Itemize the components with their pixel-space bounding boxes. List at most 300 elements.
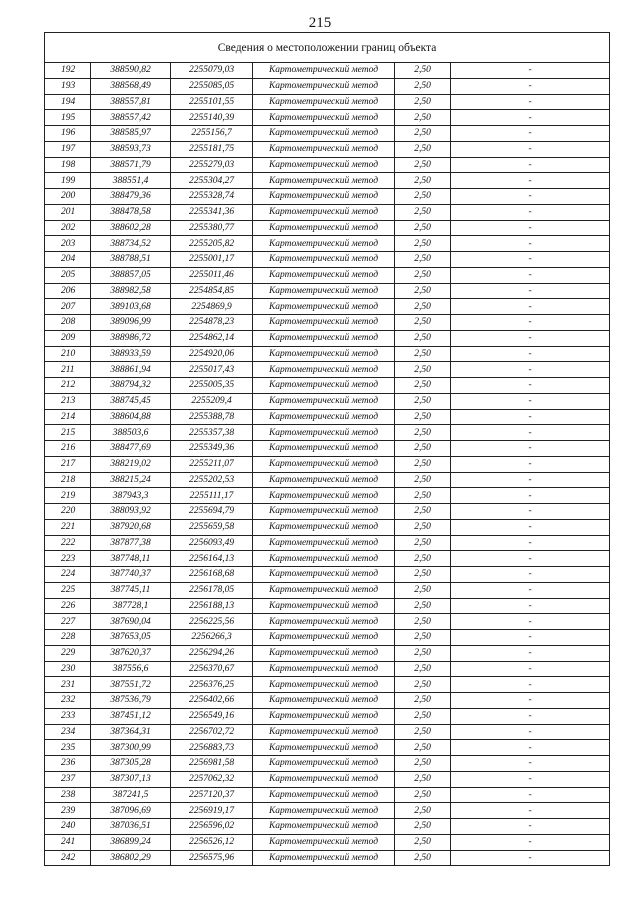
description-cell: - (451, 157, 610, 173)
accuracy-cell: 2,50 (395, 819, 451, 835)
point-number-cell: 205 (45, 267, 91, 283)
table-row (45, 472, 610, 488)
point-number-cell: 231 (45, 677, 91, 693)
table-row (45, 378, 610, 394)
coord-x-cell: 387096,69 (91, 803, 171, 819)
table-row (45, 614, 610, 630)
point-number-cell: 225 (45, 582, 91, 598)
point-number-cell: 226 (45, 598, 91, 614)
coord-x-cell: 388986,72 (91, 330, 171, 346)
table-row (45, 63, 610, 79)
point-number-cell: 240 (45, 819, 91, 835)
table-row (45, 645, 610, 661)
accuracy-cell: 2,50 (395, 425, 451, 441)
method-cell: Картометрический метод (253, 409, 395, 425)
accuracy-cell: 2,50 (395, 346, 451, 362)
coord-y-cell: 2257062,32 (171, 771, 253, 787)
coord-y-cell: 2255001,17 (171, 252, 253, 268)
table-row (45, 456, 610, 472)
point-number-cell: 241 (45, 834, 91, 850)
method-cell: Картометрический метод (253, 834, 395, 850)
coord-x-cell: 388604,88 (91, 409, 171, 425)
coord-y-cell: 2255140,39 (171, 110, 253, 126)
coord-x-cell: 389103,68 (91, 299, 171, 315)
description-cell: - (451, 141, 610, 157)
description-cell: - (451, 456, 610, 472)
coord-y-cell: 2256549,16 (171, 708, 253, 724)
coord-y-cell: 2255017,43 (171, 362, 253, 378)
coord-y-cell: 2256596,02 (171, 819, 253, 835)
accuracy-cell: 2,50 (395, 661, 451, 677)
method-cell: Картометрический метод (253, 362, 395, 378)
method-cell: Картометрический метод (253, 567, 395, 583)
description-cell: - (451, 472, 610, 488)
accuracy-cell: 2,50 (395, 456, 451, 472)
coord-y-cell: 2255349,36 (171, 441, 253, 457)
coord-x-cell: 388557,42 (91, 110, 171, 126)
description-cell: - (451, 834, 610, 850)
point-number-cell: 209 (45, 330, 91, 346)
description-cell: - (451, 252, 610, 268)
description-cell: - (451, 519, 610, 535)
point-number-cell: 207 (45, 299, 91, 315)
description-cell: - (451, 504, 610, 520)
accuracy-cell: 2,50 (395, 315, 451, 331)
table-row (45, 283, 610, 299)
method-cell: Картометрический метод (253, 94, 395, 110)
accuracy-cell: 2,50 (395, 204, 451, 220)
coord-x-cell: 388857,05 (91, 267, 171, 283)
coord-y-cell: 2255328,74 (171, 189, 253, 205)
accuracy-cell: 2,50 (395, 677, 451, 693)
coord-x-cell: 388982,58 (91, 283, 171, 299)
table-row (45, 78, 610, 94)
accuracy-cell: 2,50 (395, 141, 451, 157)
method-cell: Картометрический метод (253, 551, 395, 567)
accuracy-cell: 2,50 (395, 78, 451, 94)
accuracy-cell: 2,50 (395, 189, 451, 205)
method-cell: Картометрический метод (253, 78, 395, 94)
description-cell: - (451, 299, 610, 315)
point-number-cell: 238 (45, 787, 91, 803)
point-number-cell: 197 (45, 141, 91, 157)
description-cell: - (451, 220, 610, 236)
method-cell: Картометрический метод (253, 267, 395, 283)
table-row (45, 598, 610, 614)
coord-x-cell: 388590,82 (91, 63, 171, 79)
method-cell: Картометрический метод (253, 299, 395, 315)
coord-x-cell: 387364,31 (91, 724, 171, 740)
table-row (45, 724, 610, 740)
coord-x-cell: 388602,28 (91, 220, 171, 236)
coord-x-cell: 388585,97 (91, 126, 171, 142)
table-row (45, 204, 610, 220)
accuracy-cell: 2,50 (395, 283, 451, 299)
method-cell: Картометрический метод (253, 283, 395, 299)
point-number-cell: 239 (45, 803, 91, 819)
point-number-cell: 221 (45, 519, 91, 535)
accuracy-cell: 2,50 (395, 299, 451, 315)
coord-y-cell: 2256093,49 (171, 535, 253, 551)
method-cell: Картометрический метод (253, 441, 395, 457)
coord-y-cell: 2255357,38 (171, 425, 253, 441)
description-cell: - (451, 661, 610, 677)
description-cell: - (451, 598, 610, 614)
coord-y-cell: 2256188,13 (171, 598, 253, 614)
coord-x-cell: 388557,81 (91, 94, 171, 110)
table-row (45, 787, 610, 803)
coord-x-cell: 387728,1 (91, 598, 171, 614)
coord-x-cell: 388734,52 (91, 236, 171, 252)
coord-y-cell: 2255079,03 (171, 63, 253, 79)
coord-x-cell: 388093,92 (91, 504, 171, 520)
coord-x-cell: 388479,36 (91, 189, 171, 205)
accuracy-cell: 2,50 (395, 582, 451, 598)
table-row (45, 582, 610, 598)
coord-x-cell: 387300,99 (91, 740, 171, 756)
point-number-cell: 212 (45, 378, 91, 394)
table-title-row (45, 33, 610, 63)
description-cell: - (451, 393, 610, 409)
coord-x-cell: 386802,29 (91, 850, 171, 866)
coord-x-cell: 388933,59 (91, 346, 171, 362)
point-number-cell: 217 (45, 456, 91, 472)
method-cell: Картометрический метод (253, 803, 395, 819)
table-body (45, 33, 610, 866)
accuracy-cell: 2,50 (395, 330, 451, 346)
coord-y-cell: 2256266,3 (171, 630, 253, 646)
method-cell: Картометрический метод (253, 315, 395, 331)
description-cell: - (451, 204, 610, 220)
method-cell: Картометрический метод (253, 456, 395, 472)
coord-y-cell: 2255181,75 (171, 141, 253, 157)
point-number-cell: 198 (45, 157, 91, 173)
table-row (45, 630, 610, 646)
table-row (45, 362, 610, 378)
point-number-cell: 195 (45, 110, 91, 126)
point-number-cell: 224 (45, 567, 91, 583)
point-number-cell: 234 (45, 724, 91, 740)
accuracy-cell: 2,50 (395, 409, 451, 425)
coord-x-cell: 388788,51 (91, 252, 171, 268)
description-cell: - (451, 630, 610, 646)
description-cell: - (451, 803, 610, 819)
point-number-cell: 201 (45, 204, 91, 220)
accuracy-cell: 2,50 (395, 708, 451, 724)
accuracy-cell: 2,50 (395, 472, 451, 488)
description-cell: - (451, 63, 610, 79)
accuracy-cell: 2,50 (395, 724, 451, 740)
coord-y-cell: 2256294,26 (171, 645, 253, 661)
table-row (45, 157, 610, 173)
point-number-cell: 214 (45, 409, 91, 425)
method-cell: Картометрический метод (253, 519, 395, 535)
table-row (45, 252, 610, 268)
accuracy-cell: 2,50 (395, 519, 451, 535)
coord-x-cell: 388794,32 (91, 378, 171, 394)
method-cell: Картометрический метод (253, 141, 395, 157)
description-cell: - (451, 378, 610, 394)
accuracy-cell: 2,50 (395, 551, 451, 567)
method-cell: Картометрический метод (253, 787, 395, 803)
point-number-cell: 199 (45, 173, 91, 189)
method-cell: Картометрический метод (253, 204, 395, 220)
table-row (45, 409, 610, 425)
accuracy-cell: 2,50 (395, 173, 451, 189)
coord-x-cell: 388861,94 (91, 362, 171, 378)
accuracy-cell: 2,50 (395, 94, 451, 110)
point-number-cell: 232 (45, 693, 91, 709)
accuracy-cell: 2,50 (395, 252, 451, 268)
coord-y-cell: 2255156,7 (171, 126, 253, 142)
accuracy-cell: 2,50 (395, 441, 451, 457)
table-row (45, 834, 610, 850)
coord-y-cell: 2254869,9 (171, 299, 253, 315)
accuracy-cell: 2,50 (395, 267, 451, 283)
coord-x-cell: 388477,69 (91, 441, 171, 457)
coord-y-cell: 2256702,72 (171, 724, 253, 740)
table-row (45, 677, 610, 693)
method-cell: Картометрический метод (253, 661, 395, 677)
point-number-cell: 229 (45, 645, 91, 661)
point-number-cell: 220 (45, 504, 91, 520)
accuracy-cell: 2,50 (395, 614, 451, 630)
coord-y-cell: 2256370,67 (171, 661, 253, 677)
coord-y-cell: 2254878,23 (171, 315, 253, 331)
coord-y-cell: 2256225,56 (171, 614, 253, 630)
table-row (45, 110, 610, 126)
accuracy-cell: 2,50 (395, 110, 451, 126)
table-row (45, 535, 610, 551)
description-cell: - (451, 614, 610, 630)
method-cell: Картометрический метод (253, 819, 395, 835)
coord-y-cell: 2255694,79 (171, 504, 253, 520)
coord-y-cell: 2255111,17 (171, 488, 253, 504)
method-cell: Картометрический метод (253, 252, 395, 268)
coord-y-cell: 2255202,53 (171, 472, 253, 488)
coord-y-cell: 2255388,78 (171, 409, 253, 425)
table-row (45, 126, 610, 142)
accuracy-cell: 2,50 (395, 645, 451, 661)
coord-x-cell: 387036,51 (91, 819, 171, 835)
coord-x-cell: 388215,24 (91, 472, 171, 488)
coord-x-cell: 387920,68 (91, 519, 171, 535)
point-number-cell: 236 (45, 756, 91, 772)
point-number-cell: 194 (45, 94, 91, 110)
coord-y-cell: 2255380,77 (171, 220, 253, 236)
point-number-cell: 218 (45, 472, 91, 488)
coord-y-cell: 2255209,4 (171, 393, 253, 409)
coord-x-cell: 387556,6 (91, 661, 171, 677)
table-row (45, 551, 610, 567)
method-cell: Картометрический метод (253, 189, 395, 205)
method-cell: Картометрический метод (253, 582, 395, 598)
description-cell: - (451, 441, 610, 457)
table-row (45, 519, 610, 535)
method-cell: Картометрический метод (253, 756, 395, 772)
description-cell: - (451, 346, 610, 362)
coord-y-cell: 2254862,14 (171, 330, 253, 346)
description-cell: - (451, 126, 610, 142)
table-title: Сведения о местоположении границ объекта (45, 33, 610, 63)
description-cell: - (451, 693, 610, 709)
coord-x-cell: 387748,11 (91, 551, 171, 567)
table-row (45, 740, 610, 756)
point-number-cell: 219 (45, 488, 91, 504)
description-cell: - (451, 708, 610, 724)
accuracy-cell: 2,50 (395, 488, 451, 504)
method-cell: Картометрический метод (253, 771, 395, 787)
point-number-cell: 196 (45, 126, 91, 142)
method-cell: Картометрический метод (253, 630, 395, 646)
point-number-cell: 222 (45, 535, 91, 551)
table-row (45, 315, 610, 331)
coord-y-cell: 2254854,85 (171, 283, 253, 299)
coord-x-cell: 386899,24 (91, 834, 171, 850)
table-row (45, 189, 610, 205)
coord-y-cell: 2255659,58 (171, 519, 253, 535)
coord-x-cell: 388571,79 (91, 157, 171, 173)
method-cell: Картометрический метод (253, 63, 395, 79)
description-cell: - (451, 78, 610, 94)
description-cell: - (451, 787, 610, 803)
coord-x-cell: 388478,58 (91, 204, 171, 220)
accuracy-cell: 2,50 (395, 567, 451, 583)
description-cell: - (451, 756, 610, 772)
description-cell: - (451, 330, 610, 346)
accuracy-cell: 2,50 (395, 157, 451, 173)
accuracy-cell: 2,50 (395, 236, 451, 252)
table-row (45, 567, 610, 583)
table-row (45, 504, 610, 520)
coord-x-cell: 387745,11 (91, 582, 171, 598)
description-cell: - (451, 110, 610, 126)
method-cell: Картометрический метод (253, 740, 395, 756)
accuracy-cell: 2,50 (395, 220, 451, 236)
coord-y-cell: 2255304,27 (171, 173, 253, 189)
method-cell: Картометрический метод (253, 220, 395, 236)
accuracy-cell: 2,50 (395, 362, 451, 378)
coord-x-cell: 387551,72 (91, 677, 171, 693)
table-row (45, 441, 610, 457)
coord-x-cell: 389096,99 (91, 315, 171, 331)
coord-y-cell: 2256376,25 (171, 677, 253, 693)
coord-y-cell: 2255205,82 (171, 236, 253, 252)
description-cell: - (451, 189, 610, 205)
method-cell: Картометрический метод (253, 708, 395, 724)
table-row (45, 488, 610, 504)
coord-x-cell: 388219,02 (91, 456, 171, 472)
description-cell: - (451, 409, 610, 425)
description-cell: - (451, 819, 610, 835)
description-cell: - (451, 535, 610, 551)
table-row (45, 425, 610, 441)
description-cell: - (451, 582, 610, 598)
point-number-cell: 227 (45, 614, 91, 630)
point-number-cell: 211 (45, 362, 91, 378)
point-number-cell: 228 (45, 630, 91, 646)
description-cell: - (451, 724, 610, 740)
table-row (45, 850, 610, 866)
method-cell: Картометрический метод (253, 236, 395, 252)
accuracy-cell: 2,50 (395, 740, 451, 756)
accuracy-cell: 2,50 (395, 834, 451, 850)
description-cell: - (451, 283, 610, 299)
method-cell: Картометрический метод (253, 488, 395, 504)
table-row (45, 771, 610, 787)
method-cell: Картометрический метод (253, 535, 395, 551)
coord-x-cell: 387877,38 (91, 535, 171, 551)
coord-y-cell: 2256575,96 (171, 850, 253, 866)
table-row (45, 330, 610, 346)
point-number-cell: 230 (45, 661, 91, 677)
method-cell: Картометрический метод (253, 393, 395, 409)
accuracy-cell: 2,50 (395, 756, 451, 772)
coord-y-cell: 2255005,35 (171, 378, 253, 394)
description-cell: - (451, 850, 610, 866)
boundary-coordinates-table (44, 32, 610, 866)
point-number-cell: 203 (45, 236, 91, 252)
description-cell: - (451, 362, 610, 378)
coord-y-cell: 2255279,03 (171, 157, 253, 173)
table-row (45, 299, 610, 315)
coord-x-cell: 387740,37 (91, 567, 171, 583)
description-cell: - (451, 236, 610, 252)
method-cell: Картометрический метод (253, 677, 395, 693)
coord-x-cell: 387943,3 (91, 488, 171, 504)
coord-x-cell: 387620,37 (91, 645, 171, 661)
method-cell: Картометрический метод (253, 346, 395, 362)
coord-y-cell: 2255011,46 (171, 267, 253, 283)
coord-x-cell: 387653,05 (91, 630, 171, 646)
coord-y-cell: 2255101,55 (171, 94, 253, 110)
description-cell: - (451, 551, 610, 567)
coord-x-cell: 387690,04 (91, 614, 171, 630)
method-cell: Картометрический метод (253, 472, 395, 488)
coord-x-cell: 388503,6 (91, 425, 171, 441)
table-row (45, 346, 610, 362)
table-row (45, 803, 610, 819)
method-cell: Картометрический метод (253, 378, 395, 394)
coord-x-cell: 388551,4 (91, 173, 171, 189)
accuracy-cell: 2,50 (395, 63, 451, 79)
accuracy-cell: 2,50 (395, 803, 451, 819)
method-cell: Картометрический метод (253, 110, 395, 126)
point-number-cell: 215 (45, 425, 91, 441)
accuracy-cell: 2,50 (395, 693, 451, 709)
point-number-cell: 233 (45, 708, 91, 724)
table-row (45, 693, 610, 709)
coord-x-cell: 387536,79 (91, 693, 171, 709)
description-cell: - (451, 173, 610, 189)
table-row (45, 661, 610, 677)
point-number-cell: 192 (45, 63, 91, 79)
table-row (45, 173, 610, 189)
coord-y-cell: 2256981,58 (171, 756, 253, 772)
method-cell: Картометрический метод (253, 173, 395, 189)
accuracy-cell: 2,50 (395, 850, 451, 866)
method-cell: Картометрический метод (253, 330, 395, 346)
table-row (45, 141, 610, 157)
coord-y-cell: 2257120,37 (171, 787, 253, 803)
description-cell: - (451, 425, 610, 441)
point-number-cell: 193 (45, 78, 91, 94)
point-number-cell: 206 (45, 283, 91, 299)
point-number-cell: 208 (45, 315, 91, 331)
coord-x-cell: 387307,13 (91, 771, 171, 787)
coord-y-cell: 2255341,36 (171, 204, 253, 220)
coord-y-cell: 2256402,66 (171, 693, 253, 709)
